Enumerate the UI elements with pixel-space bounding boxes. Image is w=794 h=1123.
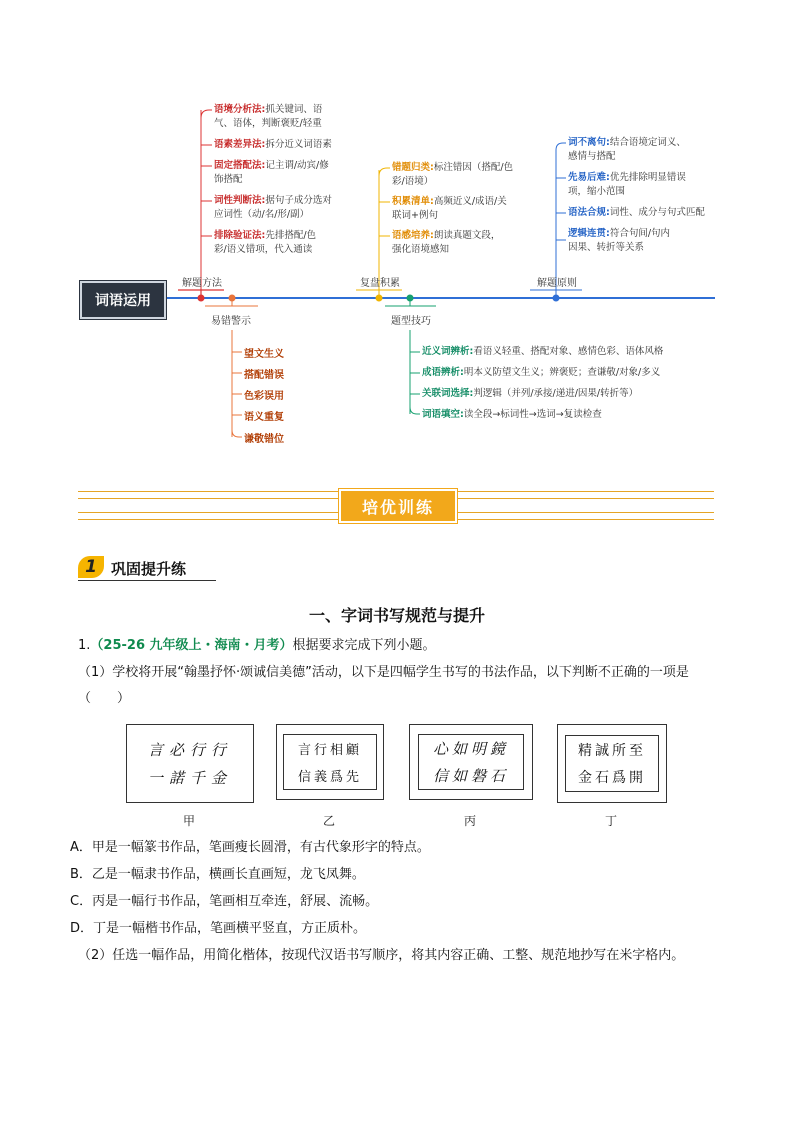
skills-item: 近义词辨析:看语义轻重、搭配对象、感情色彩、语体风格	[422, 346, 664, 357]
section-title: 巩固提升练	[111, 560, 187, 578]
skills-item: 关联词选择:判逻辑（并列/承接/递进/因果/转折等）	[422, 388, 639, 399]
calligraphy-work: 心如明鏡 信如磐石	[409, 724, 533, 800]
mistake-item: 望文生义	[244, 349, 284, 360]
branch-mistakes: 易错警示	[211, 316, 251, 327]
review-item: 错题归类:标注错因（搭配/色 彩/语境）	[392, 162, 514, 187]
option-b: B．乙是一幅隶书作品，横画长直画短，龙飞凤舞。	[70, 867, 365, 882]
work-caption: 乙	[322, 814, 335, 828]
principles-item: 词不离句:结合语境定词义、 感情与搭配	[568, 137, 686, 162]
option-d: D．丁是一幅楷书作品，笔画横平竖直，方正质朴。	[70, 921, 367, 936]
review-item: 语感培养:朗读真题文段， 强化语境感知	[392, 230, 501, 255]
review-item: 积累清单:高频近义/成语/关 联词+例句	[392, 196, 507, 221]
sub-question-1: （1）学校将开展“翰墨抒怀·颂诚信美德”活动，以下是四幅学生书写的书法作品，以下判断不正确的一项是	[78, 665, 689, 680]
section-underline	[78, 580, 216, 581]
heading: 一、字词书写规范与提升	[308, 606, 485, 625]
answer-paren: （ ）	[78, 691, 131, 706]
branch-principles: 解题原则	[537, 278, 577, 289]
question-1: 1.（25-26 九年级上・海南・月考）根据要求完成下列小题。	[78, 638, 436, 653]
principles-item: 先易后难:优先排除明显错误 项，缩小范围	[568, 172, 686, 197]
mistake-item: 搭配错误	[244, 370, 284, 381]
calligraphy-work: 言行相顧 信義爲先	[276, 724, 384, 800]
methods-item: 词性判断法:据句子成分选对 应词性（动/名/形/副）	[214, 195, 332, 220]
branch-review: 复盘积累	[360, 278, 400, 289]
work-caption: 甲	[182, 814, 195, 828]
section-number-badge: 1	[78, 556, 104, 578]
mindmap-title: 词语运用	[80, 281, 166, 319]
sub-question-2: （2）任选一幅作品，用简化楷体，按现代汉语书写顺序，将其内容正确、工整、规范地抄写在米字格内。	[78, 948, 685, 963]
principles-item: 逻辑连贯:符合句间/句内 因果、转折等关系	[568, 228, 671, 253]
principles-item: 语法合规:词性、成分与句式匹配	[568, 207, 705, 218]
methods-item: 语素差异法:拆分近义词语素	[214, 139, 332, 150]
skills-item: 成语辨析:明本义防望文生义；辨褒贬；查谦敬/对象/多义	[422, 367, 661, 378]
methods-item: 排除验证法:先排搭配/色 彩/语义错项，代入通读	[214, 230, 317, 255]
methods-item: 语境分析法:抓关键词、语 气、语体，判断褒贬/轻重	[214, 104, 323, 129]
work-caption: 丁	[604, 814, 617, 828]
mistake-item: 谦敬错位	[244, 434, 284, 445]
option-a: A．甲是一幅篆书作品，笔画瘦长圆滑，有古代象形字的特点。	[70, 840, 430, 855]
training-banner: 培优训练	[339, 489, 457, 523]
skills-item: 词语填空:读全段→标词性→选词→复读检查	[422, 409, 602, 420]
option-c: C．丙是一幅行书作品，笔画相互牵连，舒展、流畅。	[70, 894, 379, 909]
calligraphy-work: 言必行行 一諾千金	[126, 724, 254, 803]
mistake-item: 色彩误用	[244, 391, 284, 402]
methods-item: 固定搭配法:记主谓/动宾/修 饰搭配	[214, 160, 329, 185]
work-caption: 丙	[463, 814, 476, 828]
branch-methods: 解题方法	[182, 278, 222, 289]
branch-skills: 题型技巧	[391, 316, 431, 327]
calligraphy-work: 精誠所至 金石爲開	[557, 724, 667, 803]
mistake-item: 语义重复	[244, 412, 284, 423]
